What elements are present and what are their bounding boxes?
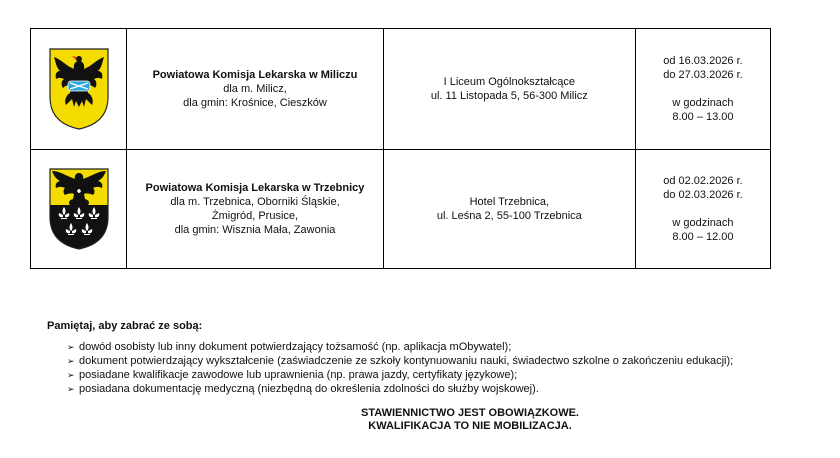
location-line: ul. Leśna 2, 55-100 Trzebnica xyxy=(436,210,582,222)
commission-title: Powiatowa Komisja Lekarska w Miliczu xyxy=(152,69,358,81)
required-documents-notes xyxy=(47,319,817,396)
commission-line: dla gmin: Wisznia Mała, Zawonia xyxy=(174,224,336,236)
crest-cell xyxy=(31,29,127,150)
commission-cell xyxy=(127,29,383,150)
list-item xyxy=(67,340,817,354)
hours-range: 8.00 – 13.00 xyxy=(672,111,734,123)
commission-schedule-table xyxy=(30,28,771,269)
dates-cell xyxy=(635,150,770,269)
hours-label: w godzinach xyxy=(672,217,734,229)
crest-cell xyxy=(31,150,127,269)
date-to: do 02.03.2026 r. xyxy=(663,189,743,201)
date-from: od 16.03.2026 r. xyxy=(663,55,743,67)
location-line: ul. 11 Listopada 5, 56-300 Milicz xyxy=(430,90,588,102)
list-item xyxy=(67,368,817,382)
footer-line: KWALIFIKACJA TO NIE MOBILIZACJA. xyxy=(368,420,572,432)
hours-label: w godzinach xyxy=(672,97,734,109)
footer-notice xyxy=(200,407,740,433)
arrow-bullet-icon: ➢ xyxy=(67,384,75,394)
location-line: I Liceum Ogólnokształcące xyxy=(443,76,576,88)
notes-heading: Pamiętaj, aby zabrać ze sobą: xyxy=(47,320,203,332)
arrow-bullet-icon: ➢ xyxy=(67,356,75,366)
date-to: do 27.03.2026 r. xyxy=(663,69,743,81)
commission-line: Żmigród, Prusice, xyxy=(211,210,299,222)
table-row xyxy=(31,150,771,269)
commission-line: dla gmin: Krośnice, Cieszków xyxy=(183,97,327,109)
list-item-text: posiadane kwalifikacje zawodowe lub uprawnienia (np. prawa jazdy, certyfikaty językowe); xyxy=(79,369,518,381)
list-item xyxy=(67,354,817,368)
commission-line: dla m. Milicz, xyxy=(223,83,287,95)
trzebnica-coat-of-arms-icon xyxy=(48,167,110,251)
date-from: od 02.02.2026 r. xyxy=(663,175,743,187)
commission-line: dla m. Trzebnica, Oborniki Śląskie, xyxy=(170,196,340,208)
documents-list xyxy=(47,340,817,396)
commission-title: Powiatowa Komisja Lekarska w Trzebnicy xyxy=(145,182,365,194)
dates-cell xyxy=(635,29,770,150)
list-item-text: dowód osobisty lub inny dokument potwierdzający tożsamość (np. aplikacja mObywatel); xyxy=(79,341,512,353)
location-line: Hotel Trzebnica, xyxy=(469,196,550,208)
table-row xyxy=(31,29,771,150)
milicz-coat-of-arms-icon xyxy=(48,47,110,131)
list-item-text: posiadana dokumentację medyczną (niezbędną do określenia zdolności do służby wojskowej). xyxy=(79,383,539,395)
arrow-bullet-icon: ➢ xyxy=(67,342,75,352)
list-item-text: dokument potwierdzający wykształcenie (zaświadczenie ze szkoły kontynuowaniu nauki, świadectwo szkolne o zakończeniu edukacji); xyxy=(79,355,734,367)
commission-cell xyxy=(127,150,383,269)
location-cell xyxy=(383,150,635,269)
arrow-bullet-icon: ➢ xyxy=(67,370,75,380)
hours-range: 8.00 – 12.00 xyxy=(672,231,734,243)
list-item xyxy=(67,382,817,396)
footer-line: STAWIENNICTWO JEST OBOWIĄZKOWE. xyxy=(361,407,579,419)
location-cell xyxy=(383,29,635,150)
